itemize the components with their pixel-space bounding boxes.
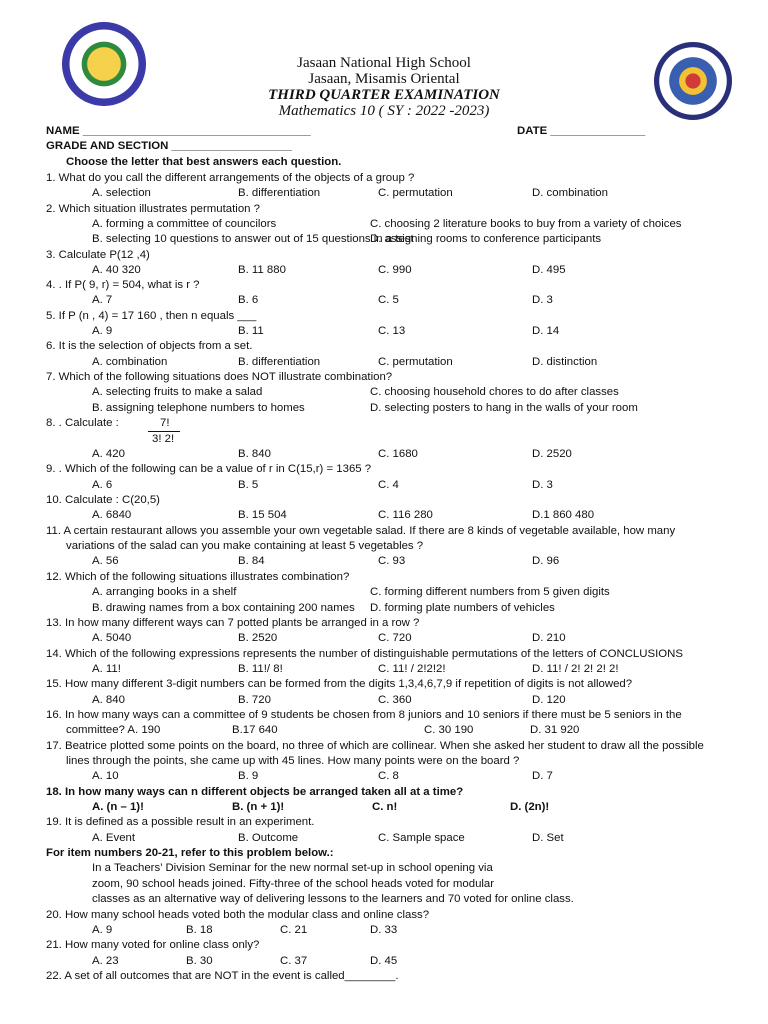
answer-choice[interactable]: B. 720 [238, 693, 271, 706]
answer-choice[interactable]: A. forming a committee of councilors [92, 217, 277, 230]
answer-choice[interactable]: A. 9 [92, 325, 113, 337]
answer-choice[interactable]: A. 5040 [92, 632, 132, 645]
answer-choice[interactable]: A. 40 320 [92, 263, 141, 276]
answer-choice[interactable]: D. 495 [532, 263, 566, 276]
answer-choice[interactable]: B. 30 [186, 954, 213, 967]
answer-choice[interactable]: A. 23 [92, 954, 119, 967]
answer-choice[interactable]: C. 93 [378, 555, 406, 568]
answer-choice[interactable]: B. assigning telephone numbers to homes [92, 401, 305, 414]
question-text: 2. Which situation illustrates permutation ? [46, 202, 260, 215]
question-8-label: 8. . Calculate : [46, 417, 119, 429]
answer-choice[interactable]: C. 13 [378, 325, 406, 337]
answer-choice[interactable]: A. selecting fruits to make a salad [92, 386, 263, 399]
answer-choice[interactable]: D.1 860 480 [532, 509, 595, 522]
answer-choice[interactable]: B. 84 [238, 555, 265, 568]
answer-choice[interactable]: B. Outcome [238, 831, 299, 844]
answer-choice[interactable]: C. Sample space [378, 831, 465, 844]
question-text: 5. If P (n , 4) = 17 160 , then n equals ___ [46, 309, 257, 322]
question-text: 20. How many school heads voted both the modular class and online class? [46, 908, 430, 921]
answer-choice[interactable]: D. 11! / 2! 2! 2! 2! [532, 662, 619, 675]
answer-choice[interactable]: D. 3 [532, 478, 553, 491]
answer-choice[interactable]: D. 96 [532, 555, 560, 568]
answer-choice[interactable]: B. 18 [186, 923, 213, 936]
answer-choice[interactable]: A. Event [92, 831, 136, 844]
answer-choice[interactable]: C. 30 190 [424, 724, 474, 737]
answer-choice[interactable]: A. arranging books in a shelf [92, 586, 237, 599]
answer-choice[interactable]: C. forming different numbers from 5 given digits [370, 586, 610, 599]
answer-choice[interactable]: B. selecting 10 questions to answer out of 15 questions in a test [92, 233, 414, 246]
answer-choice[interactable]: B. (n + 1)! [232, 801, 285, 814]
answer-choice[interactable]: B. 840 [238, 448, 271, 460]
answer-choice[interactable]: D. selecting posters to hang in the walls of your room [370, 401, 638, 414]
answer-choice[interactable]: B. 5 [238, 478, 259, 491]
answer-choice[interactable]: B.17 640 [232, 724, 278, 737]
name-field[interactable]: NAME ____________________________________ [46, 125, 311, 137]
answer-choice[interactable]: D. 2520 [532, 448, 572, 460]
answer-choice[interactable]: C. 8 [378, 770, 399, 783]
answer-choice[interactable]: D. 14 [532, 325, 560, 337]
school-address: Jasaan, Misamis Oriental [308, 71, 460, 87]
question-continuation: variations of the salad can you make containing at least 5 vegetables ? [66, 540, 424, 553]
question-text: 6. It is the selection of objects from a set. [46, 340, 253, 353]
answer-choice[interactable]: B. 11 [238, 325, 264, 337]
answer-choice[interactable]: committee? A. 190 [66, 724, 161, 737]
question-text: 17. Beatrice plotted some points on the board, no three of which are collinear. When she asked her student to draw all the possible [46, 739, 704, 752]
answer-choice[interactable]: C. 116 280 [378, 509, 433, 522]
answer-choice[interactable]: A. 7 [92, 294, 113, 307]
grade-section-field[interactable]: GRADE AND SECTION ___________________ [46, 140, 292, 152]
answer-choice[interactable]: A. 6 [92, 478, 113, 491]
answer-choice[interactable]: C. 1680 [378, 448, 418, 460]
question-text: 12. Which of the following situations illustrates combination? [46, 570, 350, 583]
answer-choice[interactable]: B. 11 880 [238, 263, 286, 276]
answer-choice[interactable]: D. 45 [370, 954, 398, 967]
question-text: 7. Which of the following situations does NOT illustrate combination? [46, 370, 393, 383]
question-text: 10. Calculate : C(20,5) [46, 494, 160, 507]
exam-title: THIRD QUARTER EXAMINATION [268, 87, 500, 103]
answer-choice[interactable]: A. 420 [92, 448, 125, 460]
answer-choice[interactable]: B. drawing names from a box containing 200 names [92, 601, 355, 614]
answer-choice[interactable]: C. permutation [378, 355, 453, 368]
answer-choice[interactable]: B. 9 [238, 770, 259, 783]
date-field[interactable]: DATE _______________ [517, 125, 646, 137]
question-text: 16. In how many ways can a committee of 9 students be chosen from 8 juniors and 10 seniors if there must be 5 seniors in the [46, 708, 682, 721]
q8-denominator: 3! 2! [152, 433, 175, 445]
answer-choice[interactable]: A. 9 [92, 923, 113, 936]
answer-choice[interactable]: A. 6840 [92, 509, 132, 522]
answer-choice[interactable]: A. selection [92, 187, 151, 200]
question-text: 3. Calculate P(12 ,4) [46, 248, 150, 261]
answer-choice[interactable]: C. 11! / 2!2!2! [378, 662, 446, 675]
question-text: 21. How many voted for online class only? [46, 939, 260, 952]
question-text: 11. A certain restaurant allows you assemble your own vegetable salad. If there are 8 kinds of vegetable available, how many [46, 524, 676, 537]
problem-text: zoom, 90 school heads joined. Fifty-three of the school heads voted for modular [92, 877, 495, 890]
answer-choice[interactable]: C. permutation [378, 187, 453, 200]
answer-choice[interactable]: A. 11! [92, 662, 121, 675]
question-continuation: lines through the points, she came up with 45 lines. How many points were on the board ? [66, 755, 520, 767]
answer-choice[interactable]: C. 21 [280, 923, 308, 936]
answer-choice[interactable]: A. (n – 1)! [92, 801, 144, 814]
question-text: 15. How many different 3-digit numbers can be formed from the digits 1,3,4,6,7,9 if repetition of digits is not allowed? [46, 678, 633, 691]
answer-choice[interactable]: D. 210 [532, 632, 566, 645]
answer-choice[interactable]: D. 120 [532, 693, 566, 706]
answer-choice[interactable]: D. 3 [532, 294, 553, 307]
answer-choice[interactable]: D. assigning rooms to conference participants [370, 233, 602, 246]
answer-choice[interactable]: C. choosing household chores to do after classes [370, 386, 619, 399]
answer-choice[interactable]: D. combination [532, 187, 608, 200]
question-text: 9. . Which of the following can be a value of r in C(15,r) = 1365 ? [46, 463, 372, 476]
answer-choice[interactable]: A. combination [92, 355, 168, 368]
answer-choice[interactable]: C. choosing 2 literature books to buy from a variety of choices [370, 217, 682, 230]
instructions: Choose the letter that best answers each question. [66, 156, 342, 168]
question-text: 4. . If P( 9, r) = 504, what is r ? [46, 279, 200, 292]
school-name: Jasaan National High School [297, 55, 471, 71]
problem-text: classes as an alternative way of delivering lessons to the learners and 70 voted for online class. [92, 893, 574, 906]
answer-choice[interactable]: A. 840 [92, 693, 125, 706]
question-text: 19. It is defined as a possible result in an experiment. [46, 816, 315, 829]
answer-choice[interactable]: D. distinction [532, 355, 598, 368]
answer-choice[interactable]: C. 720 [378, 632, 412, 645]
answer-choice[interactable]: A. 56 [92, 555, 119, 568]
problem-text: In a Teachers’ Division Seminar for the new normal set-up in school opening via [92, 862, 493, 875]
answer-choice[interactable]: C. 37 [280, 954, 308, 967]
question-text: 14. Which of the following expressions represents the number of distinguishable permutations of the letters of CONCLUSIONS [46, 647, 683, 660]
answer-choice[interactable]: D. 31 920 [530, 724, 580, 737]
answer-choice[interactable]: C. 5 [378, 294, 399, 307]
answer-choice[interactable]: C. 360 [378, 693, 412, 706]
question-text: 13. In how many different ways can 7 potted plants be arranged in a row ? [46, 616, 420, 629]
answer-choice[interactable]: B. 6 [238, 294, 259, 307]
answer-choice[interactable]: C. 4 [378, 478, 399, 491]
answer-choice[interactable]: C. n! [372, 801, 398, 814]
answer-choice[interactable]: B. 11!/ 8! [238, 662, 283, 675]
answer-choice[interactable]: B. 15 504 [238, 509, 287, 522]
answer-choice[interactable]: A. 10 [92, 770, 119, 783]
answer-choice[interactable]: B. differentiation [238, 187, 321, 200]
question-text: 22. A set of all outcomes that are NOT in the event is called________. [46, 969, 399, 982]
q8-numerator: 7! [160, 417, 170, 429]
answer-choice[interactable]: D. forming plate numbers of vehicles [370, 601, 555, 614]
question-text: 18. In how many ways can n different objects be arranged taken all at a time? [46, 785, 464, 798]
answer-choice[interactable]: B. 2520 [238, 632, 278, 645]
answer-choice[interactable]: D. 33 [370, 923, 398, 936]
answer-choice[interactable]: B. differentiation [238, 355, 321, 368]
section-note: For item numbers 20-21, refer to this problem below.: [46, 847, 334, 860]
answer-choice[interactable]: D. 7 [532, 770, 553, 783]
question-text: 1. What do you call the different arrangements of the objects of a group ? [46, 172, 415, 184]
answer-choice[interactable]: D. (2n)! [510, 801, 550, 814]
subject-title: Mathematics 10 ( SY : 2022 -2023) [278, 103, 490, 119]
answer-choice[interactable]: D. Set [532, 831, 564, 844]
answer-choice[interactable]: C. 990 [378, 263, 412, 276]
